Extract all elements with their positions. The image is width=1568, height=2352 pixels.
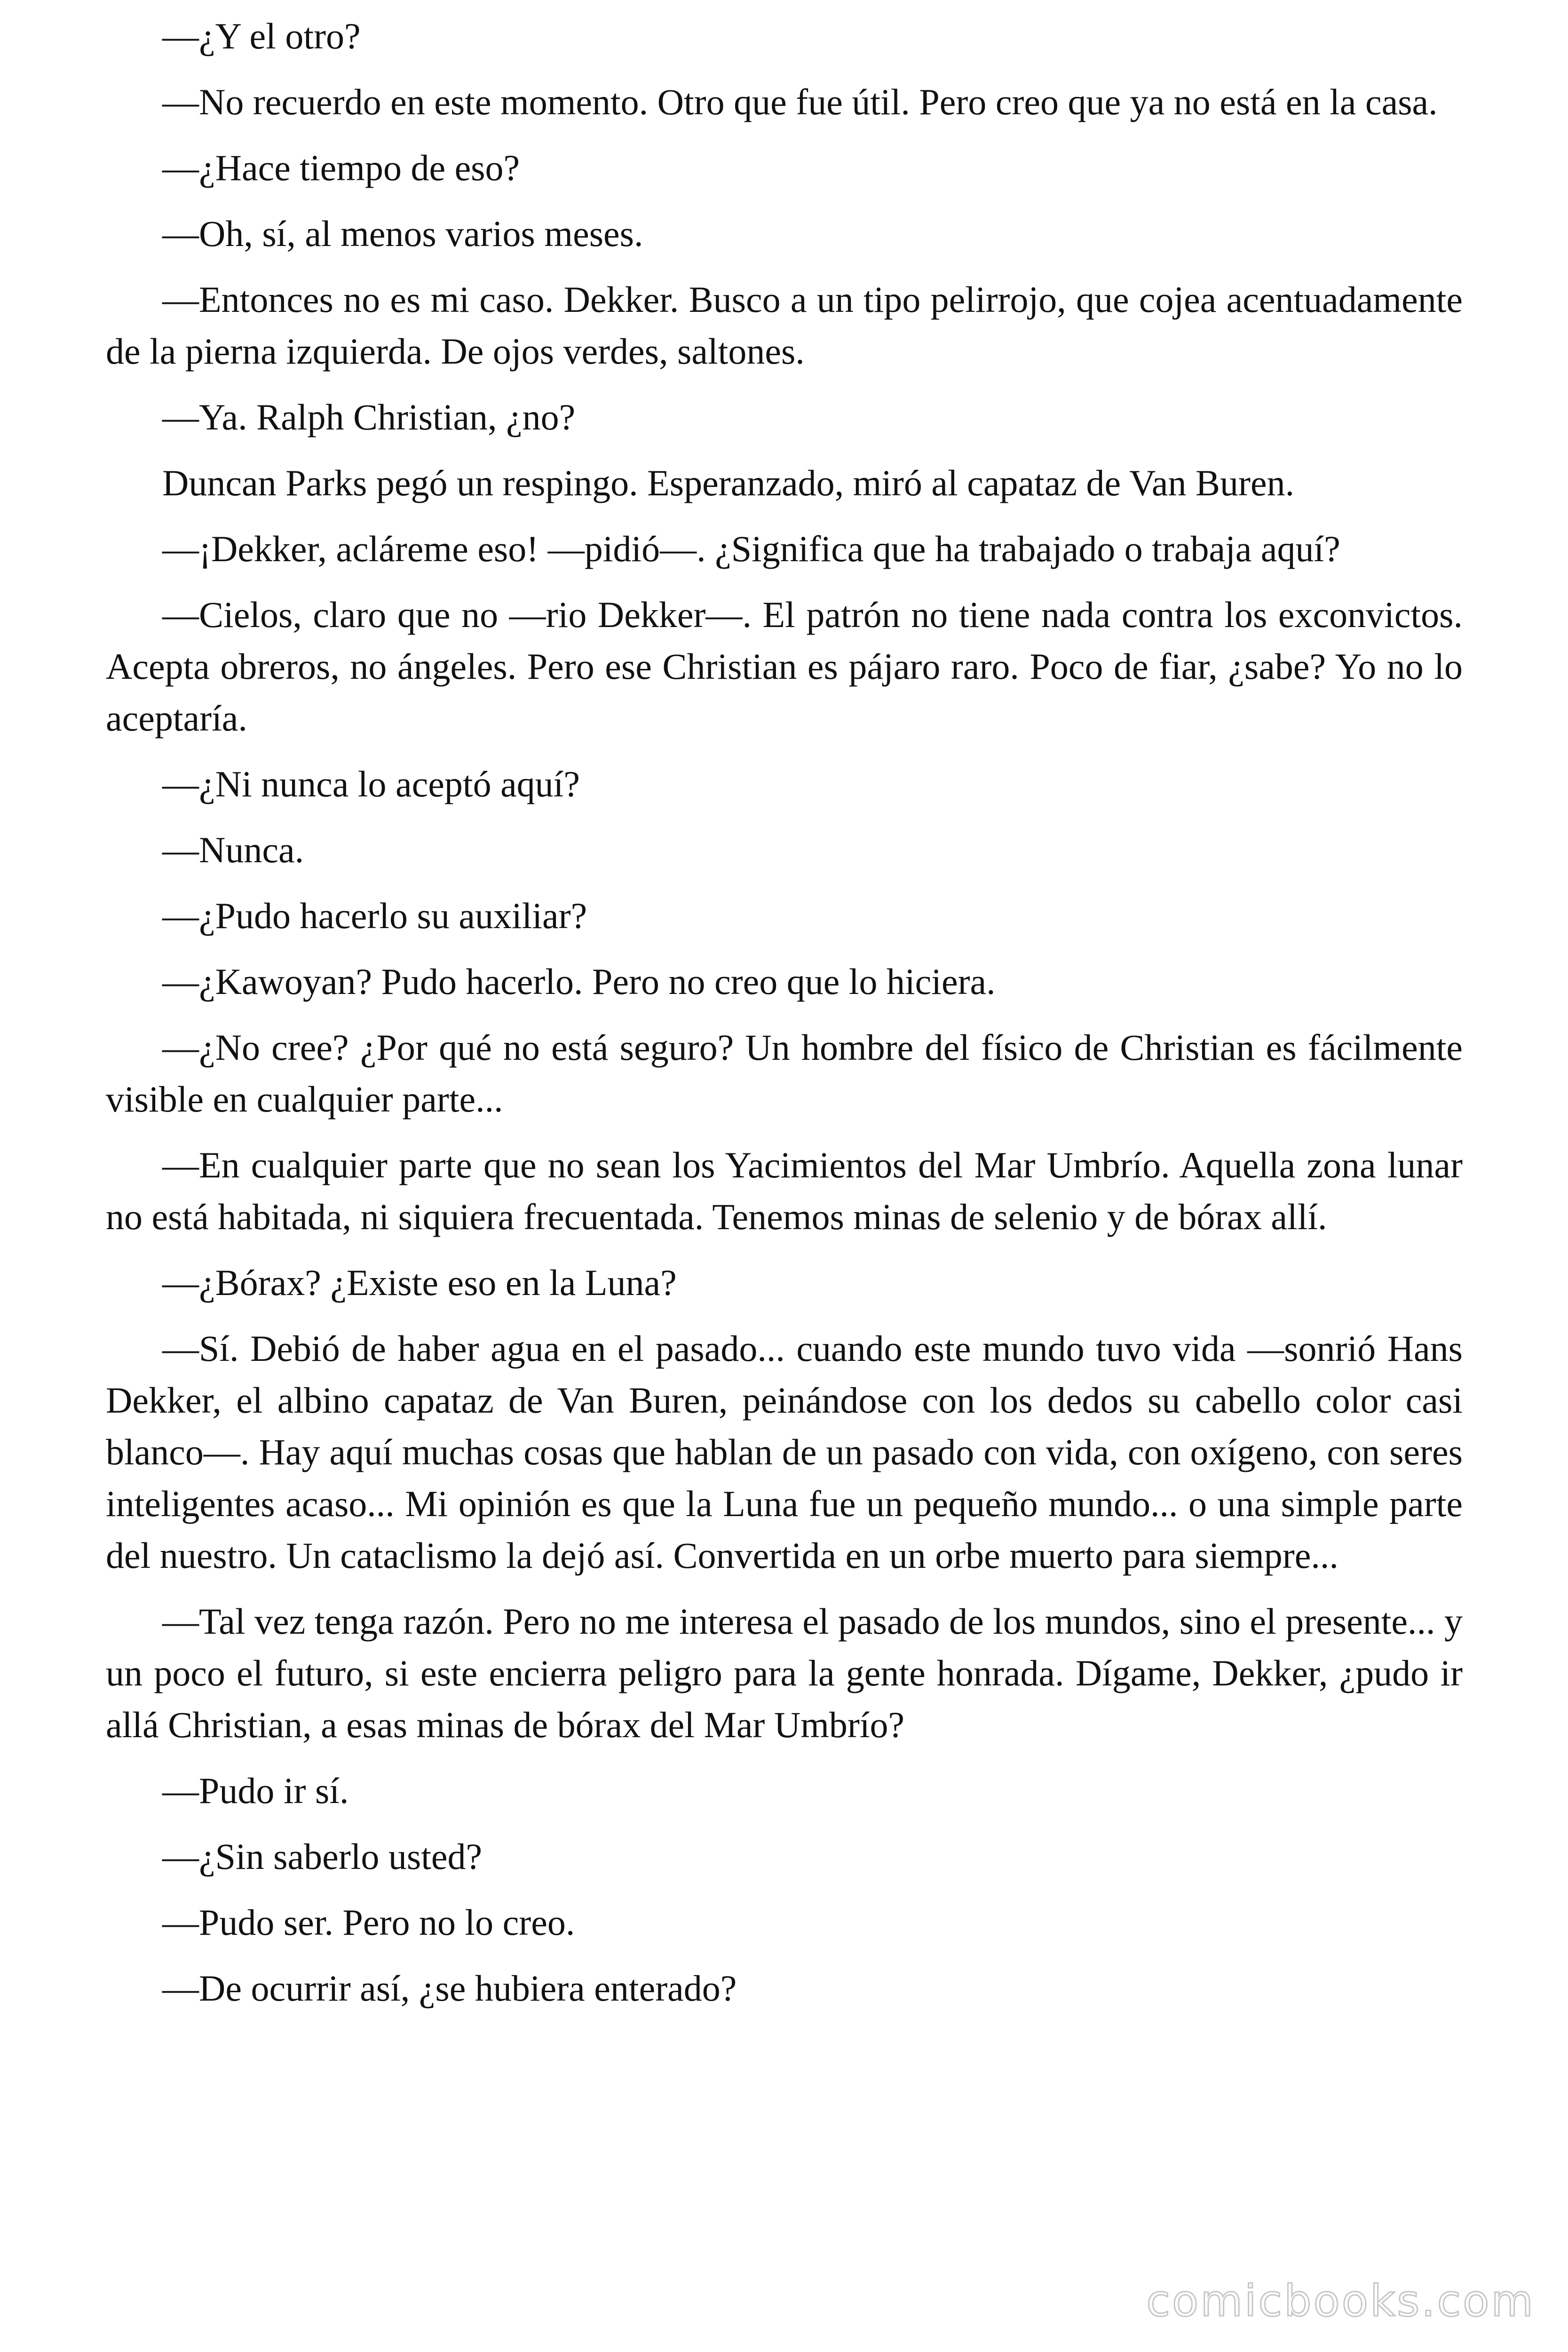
paragraph: —¿Sin saberlo usted?: [162, 1836, 483, 1877]
page-text: [106, 10, 1463, 2014]
paragraph: —Tal vez tenga razón. Pero no me interesa el pasado de los mundos, sino el presente... y un poco el futuro, si este encierra peligro para la gente honrada. Dígame, Dekker, ¿pudo ir allá Christian, a esas minas de bórax del Mar Umbrío?: [106, 1601, 1463, 1745]
paragraph: —Pudo ser. Pero no lo creo.: [162, 1902, 575, 1943]
paragraph: —De ocurrir así, ¿se hubiera enterado?: [162, 1968, 737, 2009]
paragraph: —Nunca.: [162, 829, 304, 870]
paragraph: —No recuerdo en este momento. Otro que fue útil. Pero creo que ya no está en la casa.: [162, 81, 1438, 122]
paragraph: Duncan Parks pegó un respingo. Esperanzado, miró al capataz de Van Buren.: [162, 462, 1295, 503]
paragraph: —¿No cree? ¿Por qué no está seguro? Un hombre del físico de Christian es fácilmente visible en cualquier parte...: [106, 1027, 1463, 1120]
paragraph: —Oh, sí, al menos varios meses.: [162, 213, 643, 254]
paragraph: —Ya. Ralph Christian, ¿no?: [162, 397, 576, 437]
paragraph: —Pudo ir sí.: [162, 1770, 349, 1811]
paragraph: —Entonces no es mi caso. Dekker. Busco a un tipo pelirrojo, que cojea acentuadamente de la pierna izquierda. De ojos verdes, saltones.: [106, 279, 1463, 372]
watermark: comicbooks.com: [1146, 2276, 1535, 2326]
paragraph: —En cualquier parte que no sean los Yacimientos del Mar Umbrío. Aquella zona lunar no está habitada, ni siquiera frecuentada. Tenemos minas de selenio y de bórax allí.: [106, 1144, 1463, 1237]
paragraph: —Cielos, claro que no —rio Dekker—. El patrón no tiene nada contra los exconvictos. Acepta obreros, no ángeles. Pero ese Christian es pájaro raro. Poco de fiar, ¿sabe? Yo no lo aceptaría.: [106, 594, 1463, 739]
paragraph: —Sí. Debió de haber agua en el pasado... cuando este mundo tuvo vida —sonrió Hans Dekker, el albino capataz de Van Buren, peinándose con los dedos su cabello color casi blanco—. Hay aquí muchas cosas que hablan de un pasado con vida, con oxígeno, con seres inteligentes acaso... Mi opinión es que la Luna fue un pequeño mundo... o una simple parte del nuestro. Un cataclismo la dejó así. Convertida en un orbe muerto para siempre...: [106, 1328, 1463, 1576]
paragraph: —¿Pudo hacerlo su auxiliar?: [162, 895, 587, 936]
paragraph: —¡Dekker, acláreme eso! —pidió—. ¿Significa que ha trabajado o trabaja aquí?: [162, 528, 1340, 569]
paragraph: —¿Kawoyan? Pudo hacerlo. Pero no creo que lo hiciera.: [162, 961, 996, 1002]
paragraph: —¿Y el otro?: [162, 16, 361, 56]
paragraph: —¿Ni nunca lo aceptó aquí?: [162, 763, 580, 804]
paragraph: —¿Bórax? ¿Existe eso en la Luna?: [162, 1262, 677, 1303]
paragraph: —¿Hace tiempo de eso?: [162, 147, 520, 188]
